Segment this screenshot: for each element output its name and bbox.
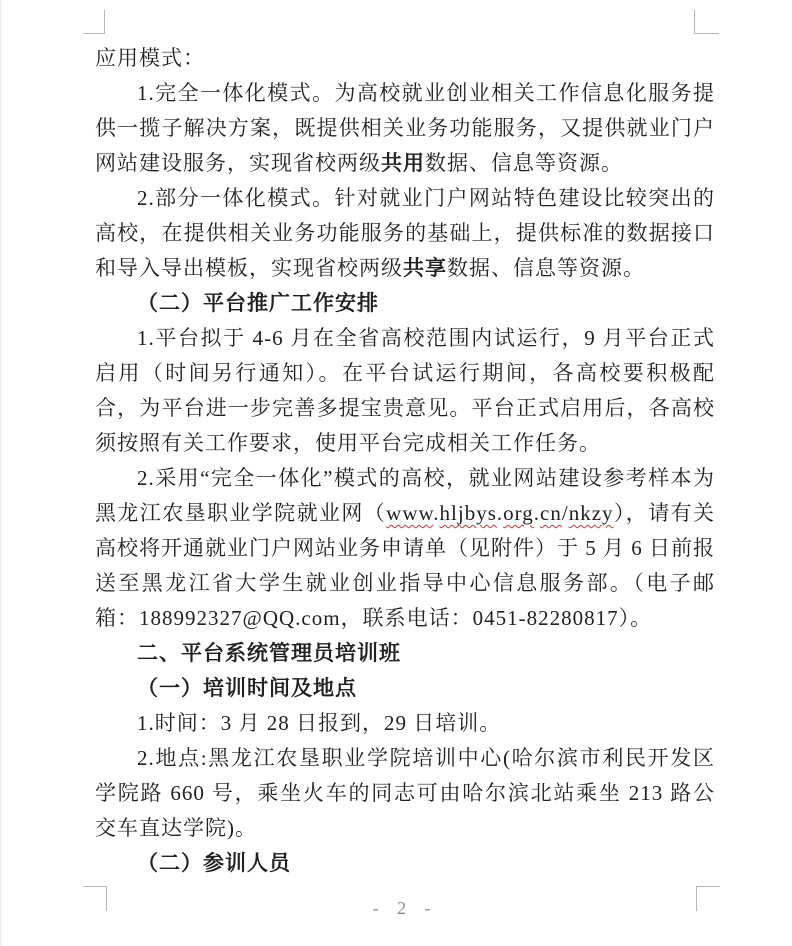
spellcheck-flagged-text: cn [540, 501, 562, 525]
text-segment: （二）参训人员 [137, 851, 291, 875]
text-segment: 共享 [403, 256, 447, 280]
body-paragraph [95, 76, 715, 181]
body-paragraph [95, 181, 715, 286]
text-segment: 2.采用“完全一体化”模式的高校，就业网站建设参考样本为黑龙江农垦职业学院就业网（ [95, 466, 715, 525]
section-heading [95, 671, 715, 706]
document-body [95, 41, 715, 881]
body-paragraph [95, 706, 715, 741]
text-segment: 1.平台拟于 4-6 月在全省高校范围内试运行，9 月平台正式启用（时间另行通知）。在平台试运行期间，各高校要积极配合，为平台进一步完善多提宝贵意见。平台正式启用后，各高校须按照有关工作要求，使用平台完成相关工作任务。 [95, 326, 715, 455]
text-boundary-mark-top-right [694, 10, 719, 34]
section-heading [95, 636, 715, 671]
spellcheck-flagged-text: org [503, 501, 534, 525]
text-segment: ），请有关高校将开通就业门户网站业务申请单（见附件）于 5 月 6 日前报送至黑龙江省大学生就业创业指导中心信息服务部。（电子邮箱：188992327@QQ.com，联系电话：0451-82280817）。 [95, 501, 715, 630]
body-paragraph [95, 461, 715, 636]
body-paragraph [95, 41, 715, 76]
text-segment: 1.时间：3 月 28 日报到，29 日培训。 [137, 711, 502, 735]
text-segment: （一）培训时间及地点 [137, 676, 357, 700]
spellcheck-flagged-text: nkzy [568, 501, 614, 525]
text-segment: . [433, 501, 440, 525]
section-heading [95, 286, 715, 321]
text-segment: 数据、信息等资源。 [425, 151, 623, 175]
spellcheck-flagged-text: www [386, 501, 434, 525]
text-segment: 数据、信息等资源。 [447, 256, 645, 280]
body-paragraph [95, 741, 715, 846]
page-number: - 2 - [372, 898, 438, 918]
text-segment: 共用 [381, 151, 425, 175]
section-heading [95, 846, 715, 881]
text-segment: 2.部分一体化模式。针对就业门户网站特色建设比较突出的高校，在提供相关业务功能服务的基础上，提供标准的数据接口和导入导出模板，实现省校两级 [95, 186, 715, 280]
text-segment: 二、平台系统管理员培训班 [137, 642, 401, 665]
body-paragraph [95, 321, 715, 461]
spellcheck-flagged-text: hljbys [439, 501, 497, 525]
text-segment: 1.完全一体化模式。为高校就业创业相关工作信息化服务提供一揽子解决方案，既提供相关业务功能服务，又提供就业门户网站建设服务，实现省校两级 [95, 81, 715, 175]
text-segment: . [496, 501, 504, 525]
text-boundary-mark-top-left [83, 10, 105, 34]
text-segment: 2.地点:黑龙江农垦职业学院培训中心(哈尔滨市利民开发区学院路 660 号，乘坐火车的同志可由哈尔滨北站乘坐 213 路公交车直达学院)。 [95, 746, 715, 840]
text-segment: （二）平台推广工作安排 [137, 291, 379, 315]
text-segment: / [561, 501, 569, 525]
text-segment: 应用模式： [95, 46, 205, 70]
text-segment: . [533, 501, 541, 525]
